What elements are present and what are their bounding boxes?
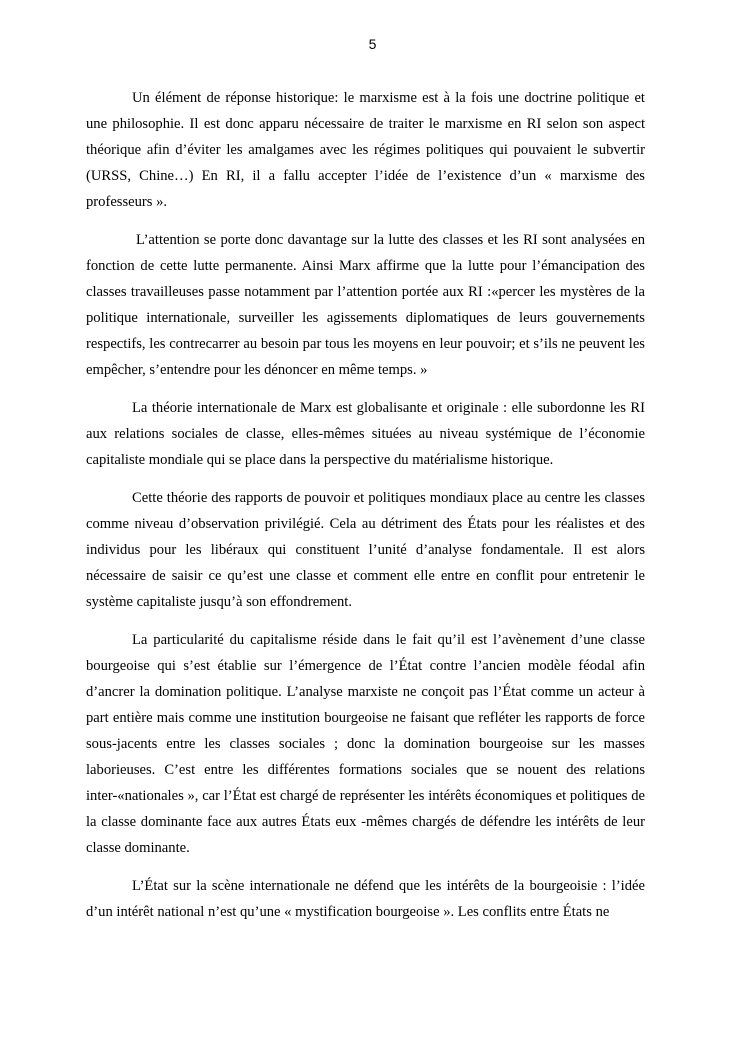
paragraph-marx-theory: La théorie internationale de Marx est globalisante et originale : elle subordonne les RI aux relations sociales de classe, elles-mêmes situées au niveau systémique de l’économie capitaliste mondiale qui se place dans la perspective du matérialisme historique.: [86, 400, 645, 468]
page-number: 5: [368, 36, 377, 52]
body-text: [86, 85, 645, 937]
paragraph-class-struggle: L’attention se porte donc davantage sur la lutte des classes et les RI sont analysées en fonction de cette lutte permanente. Ainsi Marx affirme que la lutte pour l’émancipation des classes travailleuses passe notamment par l’attention portée aux RI :«percer les mystères de la politique internationale, surveiller les agissements diplomatiques de leurs gouvernements respectifs, les contrecarrer au besoin par tous les moyens en leur pouvoir; et s’ils ne peuvent les empêcher, s’entendre pour les dénoncer en même temps. »: [86, 232, 645, 378]
paragraph-power-relations: Cette théorie des rapports de pouvoir et politiques mondiaux place au centre les classes comme niveau d’observation privilégié. Cela au détriment des États pour les réalistes et des individus pour les libéraux qui constituent l’unité d’analyse fondamentale. Il est alors nécessaire de saisir ce qu’est une classe et comment elle entre en conflit pour entretenir le système capitaliste jusqu’à son effondrement.: [86, 490, 645, 610]
paragraph-historical-response: Un élément de réponse historique: le marxisme est à la fois une doctrine politique et une philosophie. Il est donc apparu nécessaire de traiter le marxisme en RI selon son aspect théorique afin d’éviter les amalgames avec les régimes politiques qui pouvaient le subvertir (URSS, Chine…) En RI, il a fallu accepter l’idée de l’existence d’un « marxisme des professeurs ».: [86, 90, 645, 210]
paragraph-capitalism-particularity: La particularité du capitalisme réside dans le fait qu’il est l’avènement d’une classe bourgeoise qui s’est établie sur l’émergence de l’État contre l’ancien modèle féodal afin d’ancrer la domination politique. L’analyse marxiste ne conçoit pas l’État comme un acteur à part entière mais comme une institution bourgeoise ne faisant que refléter les rapports de force sous-jacents entre les classes sociales ; donc la domination bourgeoise sur les masses laborieuses. C’est entre les différentes formations sociales que se nouent des relations inter-«nationales », car l’État est chargé de représenter les intérêts économiques et politiques de la classe dominante face aux autres États eux -mêmes chargés de défendre les intérêts de leur classe dominante.: [86, 632, 645, 856]
paragraph-state-international-scene: L’État sur la scène internationale ne défend que les intérêts de la bourgeoisie : l’idée d’un intérêt national n’est qu’une « mystification bourgeoise ». Les conflits entre États ne: [86, 878, 645, 920]
